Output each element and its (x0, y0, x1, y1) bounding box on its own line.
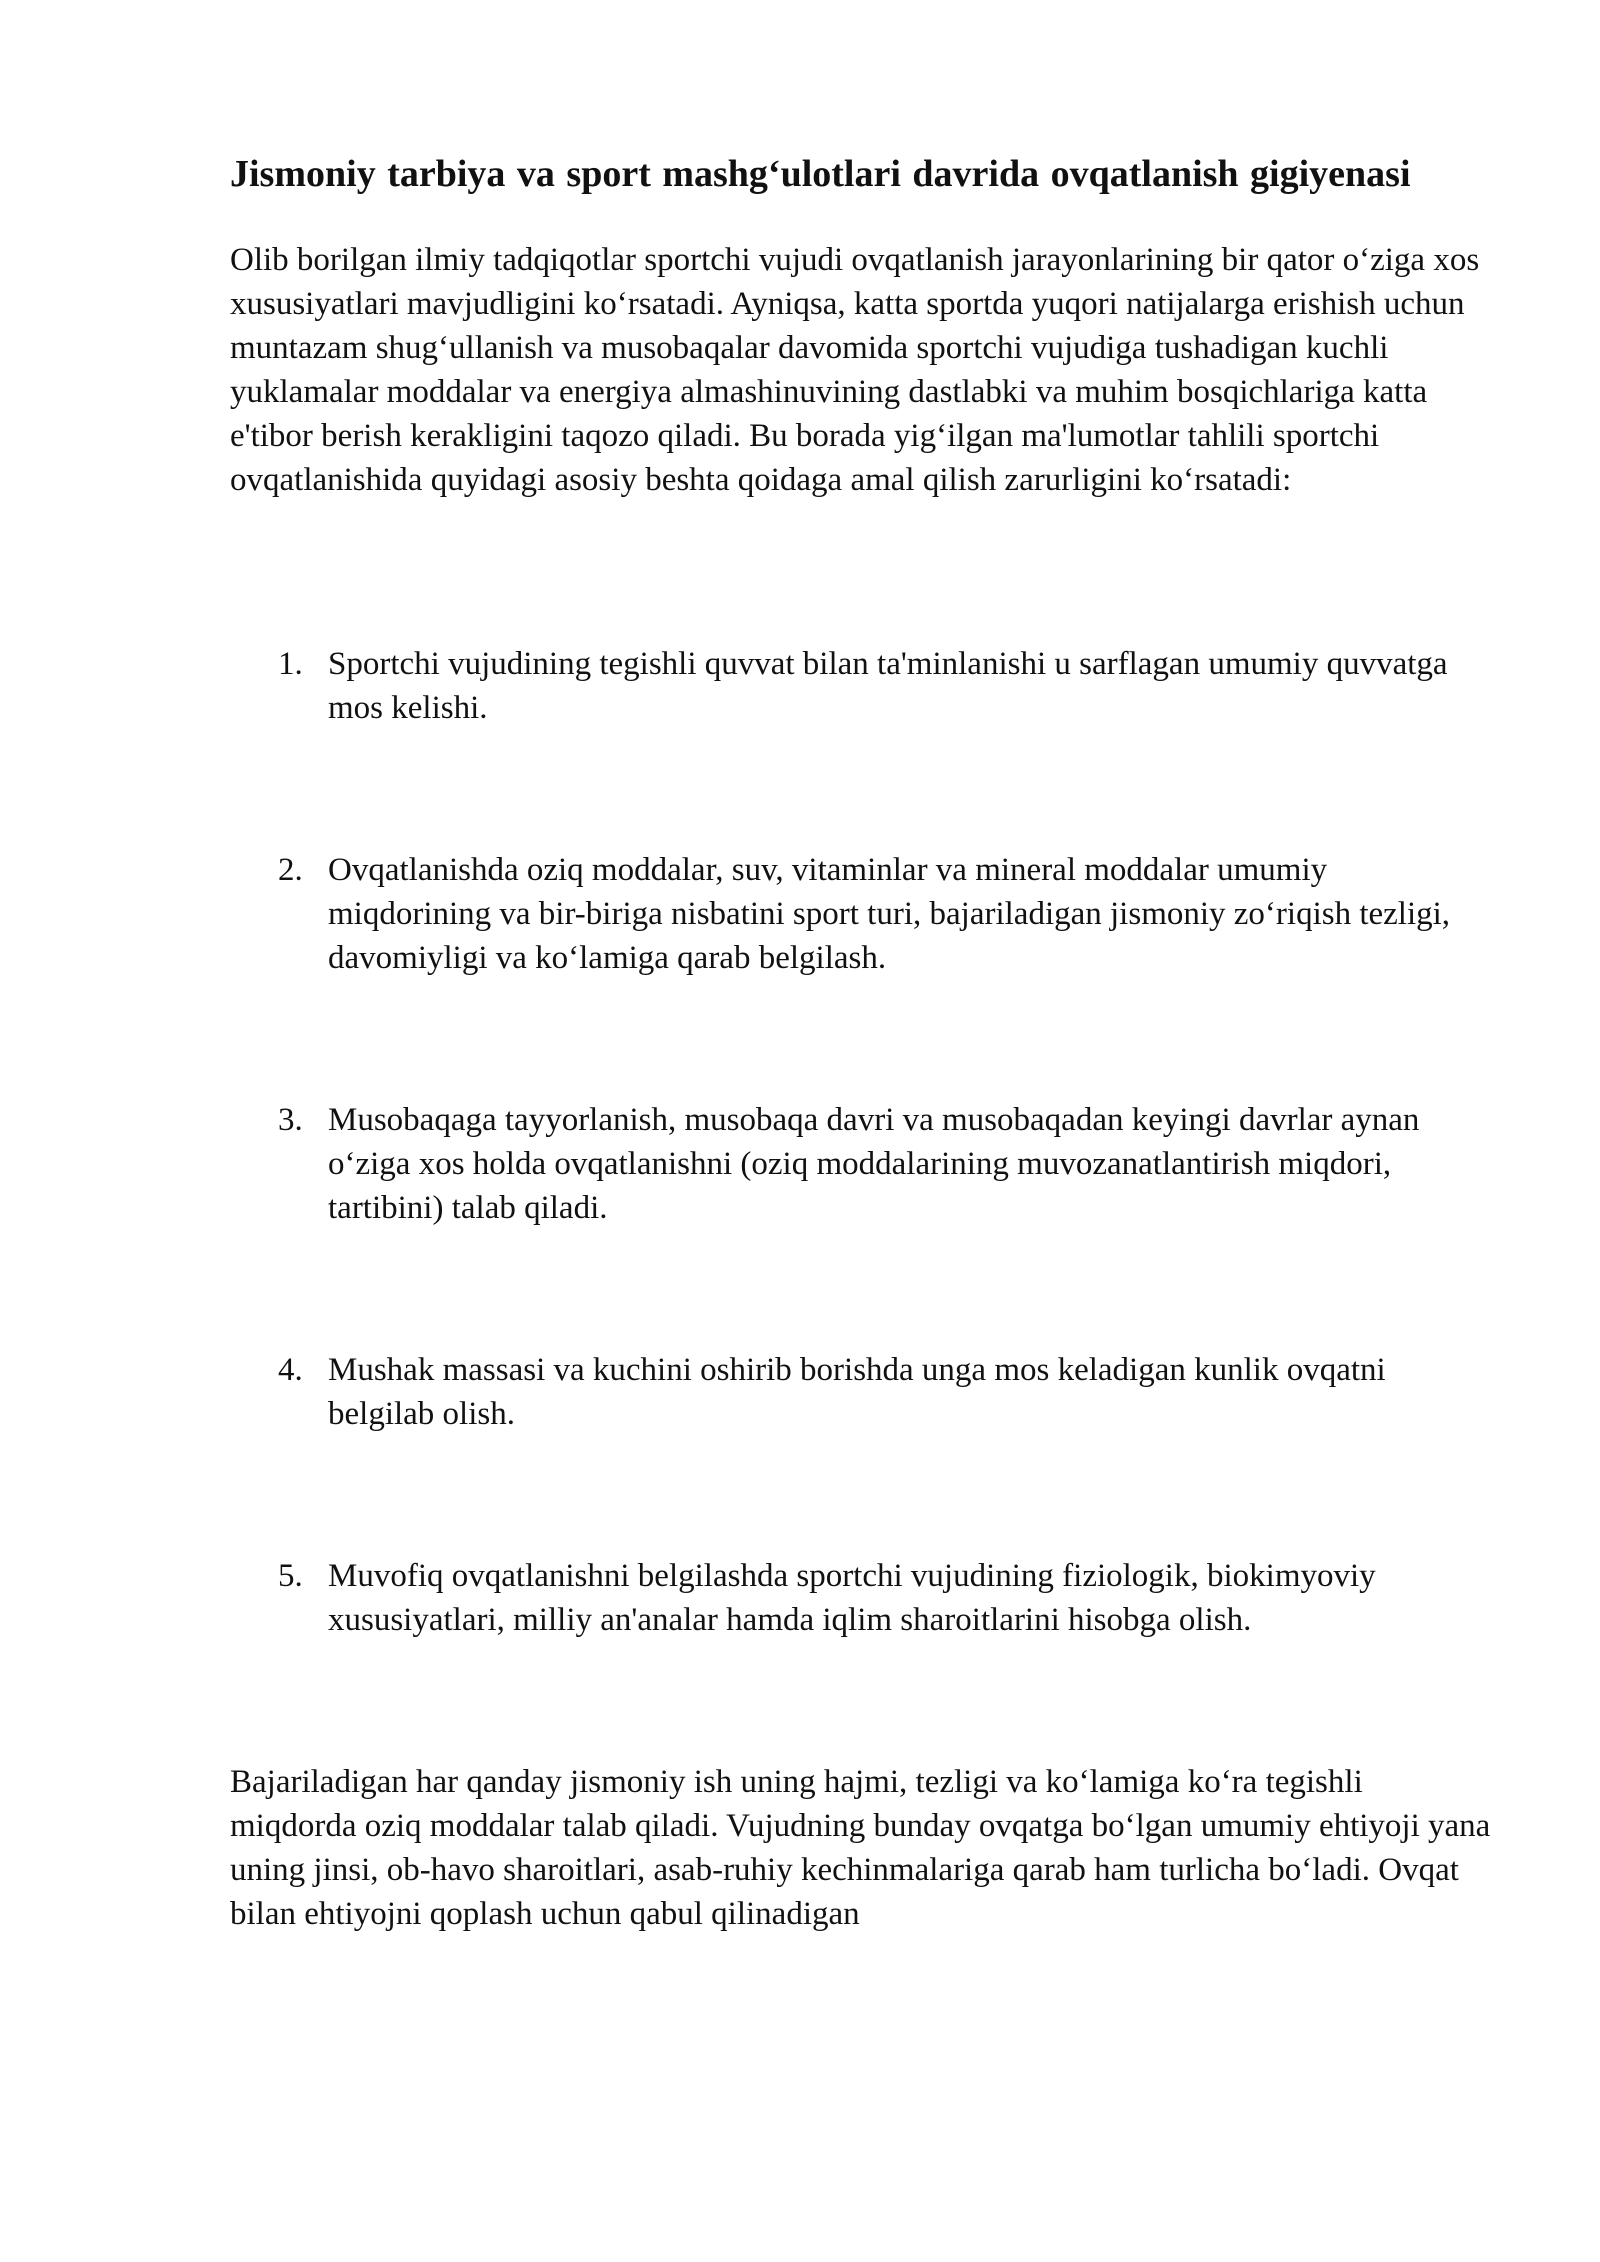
list-item (230, 1348, 1492, 1436)
list-item-text: Mushak massasi va kuchini oshirib borishda unga mos keladigan kunlik ovqatni belgilab olish. (328, 1352, 1386, 1432)
list-item-text: Ovqatlanishda oziq moddalar, suv, vitaminlar va mineral moddalar umumiy miqdorining va bir-biriga nisbatini sport turi, bajariladigan jismoniy zo‘riqish tezligi, davomiyligi va ko‘lamiga qarab belgilash. (328, 852, 1451, 976)
closing-paragraph: Bajariladigan har qanday jismoniy ish uning hajmi, tezligi va ko‘lamiga ko‘ra tegishli miqdorda oziq moddalar talab qiladi. Vujudning bunday ovqatga bo‘lgan umumiy ehtiyoji yana uning jinsi, ob-havo sharoitlari, asab-ruhiy kechinmalariga qarab ham turlicha bo‘ladi. Ovqat bilan ehtiyojni qoplash uchun qabul qilinadigan (230, 1764, 1491, 1932)
list-item-text: Muvofiq ovqatlanishni belgilashda sportchi vujudining fiziologik, biokimyoviy xususiyatlari, milliy an'analar hamda iqlim sharoitlarini hisobga olish. (328, 1558, 1376, 1638)
list-item (230, 1554, 1492, 1642)
document-page (230, 150, 1492, 1936)
document-title: Jismoniy tarbiya va sport mashg‘ulotlari davrida ovqatlanish gigiyenasi (230, 153, 1411, 195)
list-item-text: Sportchi vujudining tegishli quvvat bilan ta'minlanishi u sarflagan umumiy quvvatga mos kelishi. (328, 646, 1448, 726)
list-item-number: 4. (278, 1352, 303, 1388)
list-item (230, 1098, 1492, 1230)
list-item-number: 1. (278, 646, 303, 682)
list-item-text: Musobaqaga tayyorlanish, musobaqa davri va musobaqadan keyingi davrlar aynan o‘ziga xos holda ovqatlanishni (oziq moddalarining muvozanatlantirish miqdori, tartibini) talab qiladi. (328, 1102, 1420, 1226)
list-item (230, 848, 1492, 980)
list-item (230, 642, 1492, 730)
list-item-number: 2. (278, 852, 303, 888)
list-item-number: 3. (278, 1102, 303, 1138)
rules-list (230, 642, 1492, 1642)
list-item-number: 5. (278, 1558, 303, 1594)
intro-paragraph: Olib borilgan ilmiy tadqiqotlar sportchi vujudi ovqatlanish jarayonlarining bir qator o‘ziga xos xususiyatlari mavjudligini ko‘rsatadi. Ayniqsa, katta sportda yuqori natijalarga erishish uchun muntazam shug‘ullanish va musobaqalar davomida sportchi vujudiga tushadigan kuchli yuklamalar moddalar va energiya almashinuvining dastlabki va muhim bosqichlariga katta e'tibor berish kerakligini taqozo qiladi. Bu borada yig‘ilgan ma'lumotlar tahlili sportchi ovqatlanishida quyidagi asosiy beshta qoidaga amal qilish zarurligini ko‘rsatadi: (230, 242, 1480, 498)
